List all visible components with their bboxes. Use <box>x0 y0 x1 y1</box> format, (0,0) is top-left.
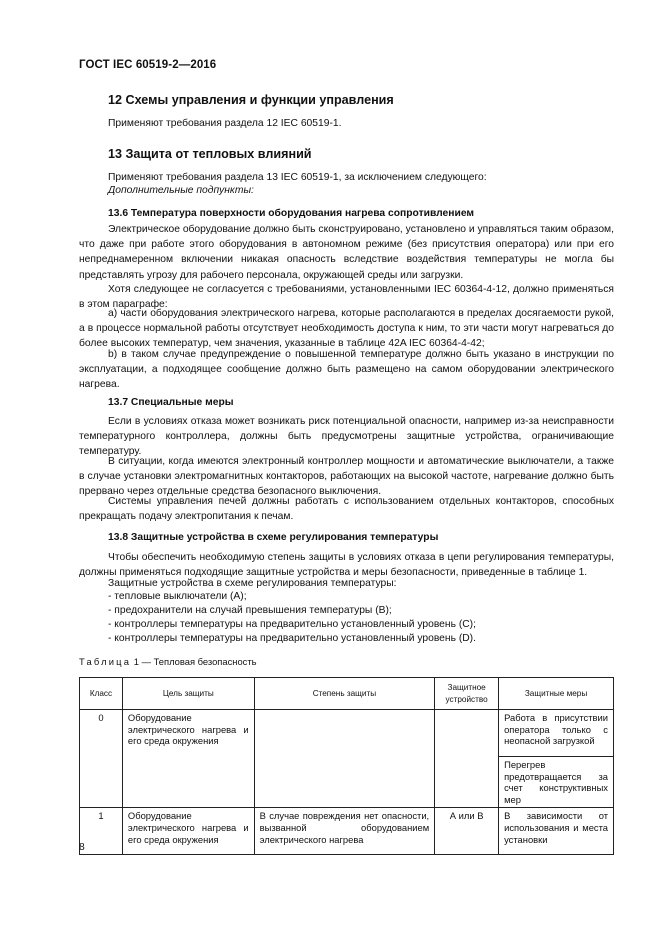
list-item: - контроллеры температуры на предварительно установленный уровень (С); <box>108 619 476 630</box>
section-13-text: Применяют требования раздела 13 IEC 60519-1, за исключением следующего: <box>108 172 487 183</box>
subsection-13-7-para-3: Системы управления печей должны работать с использованием отдельных контакторов, способных прекращать подачу электропитания к печам. <box>79 496 614 523</box>
cell-purpose: Оборудование электрического нагрева и его среда окружения <box>122 808 254 855</box>
subsection-13-6-item-a: a) части оборудования электрического нагрева, которые располагаются в пределах досягаемости рукой, а в процессе нормальной работы отсутствует необходимость доступа к ним, то эти части могут нагреваться до более высоких температур, чем значения, указанные в таблице 42A IEC 60364-4-42; <box>79 308 614 350</box>
subsection-13-8-para-1: Чтобы обеспечить необходимую степень защиты в условиях отказа в цепи регулирования температуры, должны применяться подходящие защитные устройства и меры безопасности, приведенные в таблице 1. <box>79 552 614 579</box>
list-item: - тепловые выключатели (А); <box>108 591 247 602</box>
cell-measures: Перегрев предотвращается за счет конструктивных мер <box>499 757 614 808</box>
table-row <box>80 710 614 757</box>
document-header: ГОСТ IEC 60519-2—2016 <box>79 59 217 71</box>
subsection-13-6-title: 13.6 Температура поверхности оборудования нагрева сопротивлением <box>108 208 475 219</box>
subsection-13-7-title: 13.7 Специальные меры <box>108 397 234 408</box>
list-item: - предохранители на случай превышения температуры (В); <box>108 605 392 616</box>
header-measures: Защитные меры <box>499 678 614 710</box>
subsection-13-6-item-b: b) в таком случае предупреждение о повышенной температуре должно быть указано в инструкции по эксплуатации, а подходящее сообщение должно быть размещено на самом оборудовании электрического нагрева. <box>79 349 614 391</box>
cell-device <box>435 710 499 808</box>
table-caption-rest: 1 — Тепловая безопасность <box>133 656 257 667</box>
table-caption-word: Таблица <box>79 656 132 667</box>
cell-purpose: Оборудование электрического нагрева и его среда окружения <box>122 710 254 808</box>
section-13-additional: Дополнительные подпункты: <box>108 185 254 196</box>
header-degree: Степень защиты <box>254 678 435 710</box>
subsection-13-7-para-2: В ситуации, когда имеются электронный контроллер мощности и автоматические выключатели, а также в случае установки электромагнитных контакторов, работающих на высокой частоте, нагревание должно быть прервано через отдельные средства безопасного выключения. <box>79 456 614 498</box>
cell-class: 1 <box>80 808 123 855</box>
table-caption <box>79 656 257 667</box>
header-device: Защитное устройство <box>435 678 499 710</box>
section-13-title: 13 Защита от тепловых влияний <box>108 147 312 161</box>
table-row <box>80 808 614 855</box>
section-12-title: 12 Схемы управления и функции управления <box>108 93 394 107</box>
cell-degree: В случае повреждения нет опасности, вызванной оборудованием электрического нагрева <box>254 808 435 855</box>
subsection-13-8-para-2: Защитные устройства в схеме регулирования температуры: <box>108 578 397 589</box>
header-purpose: Цель защиты <box>122 678 254 710</box>
page-number: 8 <box>79 842 85 853</box>
list-item: - контроллеры температуры на предварительно установленный уровень (D). <box>108 633 476 644</box>
cell-device: А или В <box>435 808 499 855</box>
cell-measures: Работа в присутствии оператора только с неопасной загрузкой <box>499 710 614 757</box>
cell-measures: В зависимости от использования и места установки <box>499 808 614 855</box>
subsection-13-7-para-1: Если в условиях отказа может возникать риск потенциальной опасности, например из-за неисправности температурного контроллера, должны быть предусмотрены защитные устройства, ограничивающие температуру. <box>79 416 614 458</box>
header-class: Класс <box>80 678 123 710</box>
table-header-row <box>80 678 614 710</box>
cell-class: 0 <box>80 710 123 808</box>
subsection-13-6-para-1: Электрическое оборудование должно быть сконструировано, установлено и управляться таким образом, что даже при работе этого оборудования в автономном режиме (без присутствия оператора) или при его непреднамеренном включении никакая опасность вследствие воздействия температуры не могла бы представлять угрозу для рабочего персонала, окружающей среды или загрузки. <box>79 224 614 281</box>
subsection-13-8-title: 13.8 Защитные устройства в схеме регулирования температуры <box>108 532 439 543</box>
section-12-text: Применяют требования раздела 12 IEC 60519-1. <box>108 118 342 129</box>
cell-degree <box>254 710 435 808</box>
subsection-13-6-para-2: Хотя следующее не согласуется с требованиями, установленными IEC 60364-4-12, должно применяться в этом параграфе: <box>79 284 614 311</box>
thermal-safety-table <box>79 677 614 855</box>
